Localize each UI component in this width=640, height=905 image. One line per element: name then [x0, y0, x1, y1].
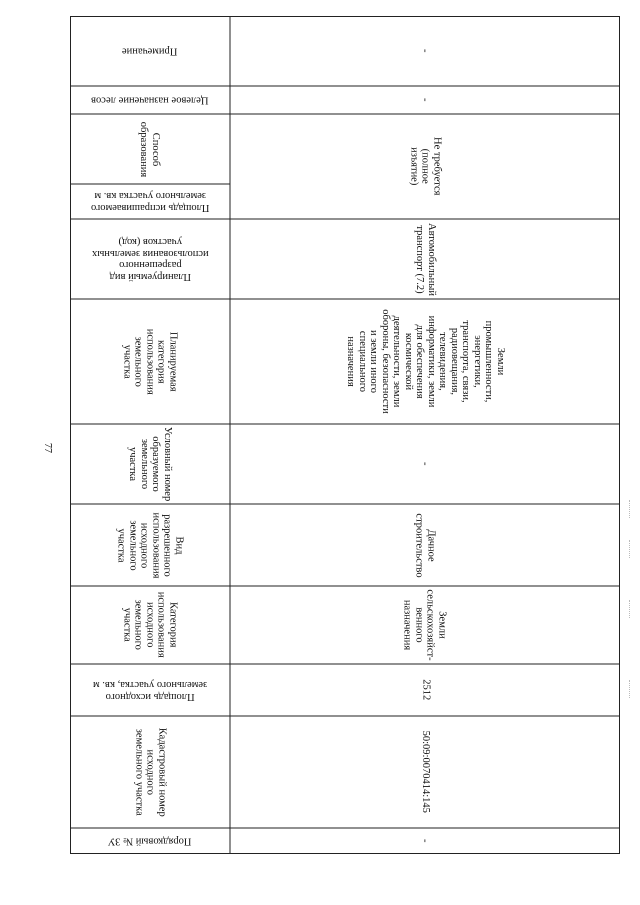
page-number: 77	[42, 443, 53, 453]
scan-margin-mark	[629, 540, 634, 558]
cell-cadastral-number: 50:09:0070414:145	[419, 730, 431, 814]
header-serial-number: Порядковый № ЗУ	[108, 835, 192, 847]
header-source-area: Площадь исходного земельного участка, кв. м	[92, 679, 208, 702]
scan-margin-mark	[629, 680, 634, 698]
cell-method-and-area: Не требуется (полное изъятие)	[408, 137, 443, 196]
cell-conditional-number: -	[419, 462, 431, 466]
header-source-category: Категория использования исходного земельного участка	[121, 592, 179, 658]
land-plot-table	[70, 16, 620, 854]
cell-note: -	[419, 49, 431, 53]
header-planned-use: Планируемый вид разрешенного использования земельных участков (код)	[91, 236, 209, 282]
cell-planned-use: Автомобильный транспорт (7.2)	[414, 222, 437, 296]
header-conditional-number: Условный номер образуемого земельного участка	[127, 426, 173, 502]
header-method: Способ образования	[138, 121, 162, 177]
scan-margin-mark	[629, 600, 634, 618]
cell-planned-category: Земли промышленности, энергетики, транспорта, связи, радиовещания, телевидения, информатики, земли для обеспечения космической деятельности, земли обороны, безопасности и земли иного специального назначения	[344, 309, 506, 414]
cell-serial-number: -	[419, 839, 431, 843]
header-requested-area: Площадь испрашиваемого земельного участка кв. м	[90, 190, 210, 213]
scan-margin-mark	[629, 500, 634, 518]
header-source-use: Вид разрешенного использования исходного земельного участка	[116, 512, 185, 578]
header-cadastral-number: Кадастровый номер исходного земельного участка	[133, 727, 168, 817]
header-note: Примечание	[122, 45, 178, 57]
cell-source-category: Земли сельскохозяйст- венного назначения	[402, 589, 448, 661]
cell-forest-purpose: -	[419, 98, 431, 102]
header-forest-purpose: Целевое назначение лесов	[91, 94, 209, 106]
cell-source-use: Дачное строительство	[413, 512, 437, 578]
header-planned-category: Планируемая категория использования земельного участка	[121, 328, 179, 395]
cell-source-area: 2512	[419, 679, 431, 701]
